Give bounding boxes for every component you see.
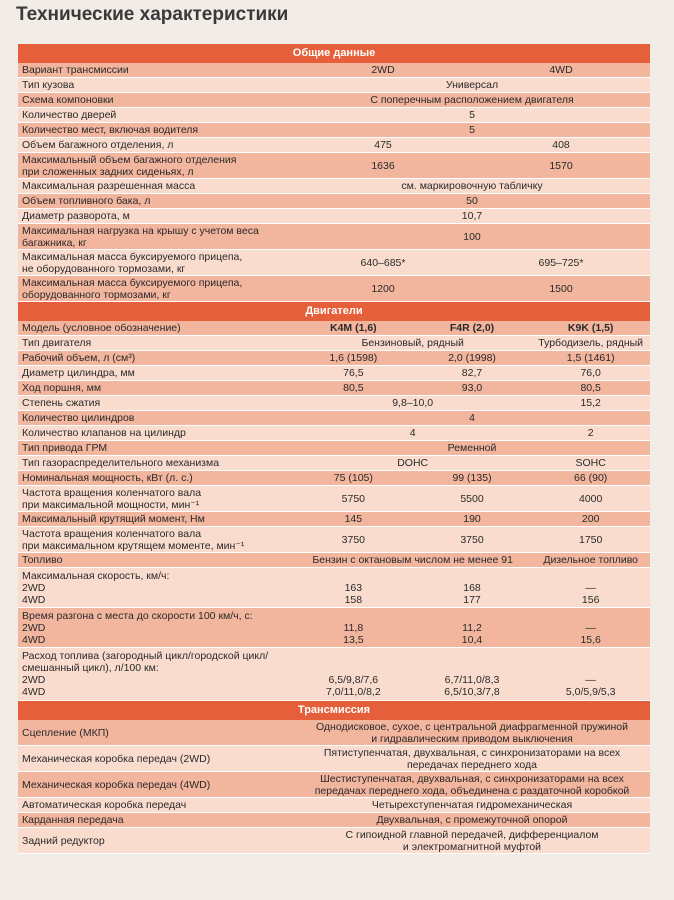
cell-value: 1200 [371,282,395,295]
table-row [18,798,650,813]
table-row [18,108,650,123]
row-label: Объем багажного отделения, л [22,139,174,151]
cell-value: 80,5 [343,382,364,394]
cell-value: 1,6 (1598) [329,352,378,364]
row-values [294,194,650,208]
cell-value: 2,0 (1998) [448,352,496,364]
page-title: Технические характеристики [16,4,289,25]
table-row [18,123,650,138]
cell-value: Дизельное топливо [543,554,638,566]
cell-value: 99 (135) [452,472,492,484]
row-values [294,108,650,122]
table-row [18,63,650,78]
table-row [18,396,650,411]
row-label: Вариант трансмиссии [22,64,129,76]
row-values [294,138,650,152]
table-row [18,138,650,153]
row-label: Механическая коробка передач (2WD) [22,752,211,765]
cell-value: 3750 [460,533,484,546]
cell-value: 50 [466,195,478,207]
row-values [294,209,650,223]
row-label: Количество клапанов на цилиндр [22,427,186,439]
table-row [18,553,650,568]
row-values [294,179,650,193]
row-values [294,321,650,335]
row-values [294,486,650,511]
cell-value: Ременной [447,442,497,454]
table-row [18,276,650,302]
row-values [294,153,650,178]
row-values [294,648,650,700]
section-header-general: Общие данные [18,44,650,63]
row-values [294,456,650,470]
row-label: Количество мест, включая водителя [22,124,199,136]
cell-value: 4 [469,412,475,424]
cell-value: 1750 [579,533,603,546]
table-row [18,366,650,381]
cell-value: 1570 [549,159,573,172]
row-label: Максимальный крутящий момент, Нм [22,513,205,525]
cell-value: 80,5 [580,382,601,394]
row-values [294,512,650,526]
row-values [294,772,650,797]
cell-value: 5500 [460,492,484,505]
table-row [18,813,650,828]
transmission-rows [18,720,650,854]
row-label: Модель (условное обозначение) [22,322,181,334]
row-label: Топливо [22,554,63,566]
table-row [18,527,650,553]
row-label: Тип кузова [22,79,75,91]
cell-value: 695–725* [538,256,584,269]
row-label: Тип двигателя [22,337,92,349]
row-label: Задний редуктор [22,834,105,847]
table-row [18,78,650,93]
cell-value: Четырехступенчатая гидромеханическая [371,799,573,811]
row-label: Механическая коробка передач (4WD) [22,778,211,791]
cell-value: 5 [469,109,475,121]
cell-value: 66 (90) [574,472,608,484]
cell-value: F4R (2,0) [449,322,495,334]
row-values [294,441,650,455]
engine-rows [18,321,650,701]
cell-value: С гипоидной главной передачей, дифференциалом и электромагнитной муфтой [345,828,599,853]
cell-value: 2 [587,427,594,439]
cell-value: 4 [409,427,416,439]
row-label: Максимальная нагрузка на крышу с учетом веса багажника, кг [22,224,259,249]
cell-value: — 5,0/5,9/5,3 [565,674,616,698]
row-values [294,527,650,552]
cell-value: 15,2 [580,397,601,409]
row-label: Количество дверей [22,109,117,121]
row-values [294,568,650,607]
row-label: Тип газораспределительного механизма [22,457,220,469]
table-row [18,93,650,108]
cell-value: Шестиступенчатая, двухвальная, с синхронизаторами на всех передачах переднего хода, объединена с раздаточной коробкой [314,772,630,797]
cell-value: 408 [552,139,570,151]
row-label: Тип привода ГРМ [22,442,108,454]
cell-value: Бензиновый, рядный [361,337,464,349]
table-row [18,512,650,527]
row-label: Максимальная масса буксируемого прицепа, не оборудованного тормозами, кг [22,250,243,275]
row-values [294,471,650,485]
row-label: Рабочий объем, л (см³) [22,352,136,364]
row-values [294,93,650,107]
cell-value: K9K (1,5) [567,322,614,334]
row-label: Карданная передача [22,814,124,826]
row-label: Сцепление (МКП) [22,726,109,739]
row-values [294,396,650,410]
cell-value: Турбодизель, рядный [538,337,644,349]
table-row [18,486,650,512]
row-values [294,250,650,275]
row-label: Степень сжатия [22,397,101,409]
cell-value: Бензин с октановым числом не менее 91 [312,554,513,566]
spec-table [18,44,650,854]
cell-value: Универсал [445,79,499,91]
row-values [294,828,650,853]
table-row [18,224,650,250]
table-row [18,321,650,336]
cell-value: 6,7/11,0/8,3 6,5/10,3/7,8 [444,674,500,698]
table-row [18,381,650,396]
table-row [18,720,650,746]
row-values [294,123,650,137]
row-values [294,336,650,350]
table-row [18,250,650,276]
cell-value: 100 [463,230,481,243]
cell-value: 6,5/9,8/7,6 7,0/11,0/8,2 [325,674,381,698]
row-values [294,553,650,567]
cell-value: 5750 [341,492,366,505]
cell-value: 190 [463,513,481,525]
general-rows [18,63,650,302]
cell-value: 145 [344,513,363,525]
row-label: Расход топлива (загородный цикл/городской цикл/ смешанный цикл), л/100 км: 2WD 4WD [22,650,269,698]
table-row [18,608,650,648]
table-row [18,828,650,854]
row-values [294,351,650,365]
row-label: Максимальная скорость, км/ч: 2WD 4WD [22,569,170,606]
row-label: Максимальный объем багажного отделения при сложенных задних сиденьях, л [22,153,237,178]
row-label: Диаметр разворота, м [22,210,130,222]
cell-value: 11,8 13,5 [343,621,364,646]
cell-value: 1500 [549,282,573,295]
cell-value: 1636 [371,159,395,172]
row-values [294,746,650,771]
cell-value: 5 [469,124,475,136]
row-label: Максимальная разрешенная масса [22,180,196,192]
table-row [18,209,650,224]
cell-value: K4M (1,6) [329,322,377,334]
cell-value: 82,7 [461,367,483,379]
table-row [18,411,650,426]
table-row [18,648,650,701]
row-label: Номинальная мощность, кВт (л. с.) [22,472,193,484]
row-label: Время разгона с места до скорости 100 км/ч, с: 2WD 4WD [22,609,253,646]
cell-value: 93,0 [461,382,483,394]
table-row [18,441,650,456]
table-row [18,746,650,772]
row-values [294,63,650,77]
cell-value: 76,5 [343,367,364,379]
cell-value: Двухвальная, с промежуточной опорой [376,814,568,826]
row-values [294,411,650,425]
cell-value: — 156 [581,581,600,606]
row-label: Объем топливного бака, л [22,195,151,207]
section-header-engines: Двигатели [18,302,650,321]
row-values [294,224,650,249]
cell-value: 168 177 [463,581,481,606]
row-label: Частота вращения коленчатого вала при максимальной мощности, мин⁻¹ [22,486,202,511]
cell-value: С поперечным расположением двигателя [370,94,574,106]
row-values [294,366,650,380]
row-label: Частота вращения коленчатого вала при максимальном крутящем моменте, мин⁻¹ [22,527,245,552]
cell-value: 4000 [579,492,603,505]
table-row [18,336,650,351]
row-values [294,813,650,827]
row-values [294,78,650,92]
row-label: Схема компоновки [22,94,114,106]
row-values [294,798,650,812]
table-row [18,153,650,179]
cell-value: SOHC [575,457,606,469]
table-row [18,568,650,608]
row-values [294,608,650,647]
row-values [294,720,650,745]
row-label: Максимальная масса буксируемого прицепа, оборудованного тормозами, кг [22,276,243,301]
row-label: Количество цилиндров [22,412,135,424]
table-row [18,456,650,471]
row-label: Диаметр цилиндра, мм [22,367,135,379]
table-row [18,426,650,441]
cell-value: см. маркировочную табличку [401,180,543,192]
cell-value: DOHC [397,457,429,469]
cell-value: 1,5 (1461) [566,352,615,364]
row-label: Автоматическая коробка передач [22,799,187,811]
cell-value: 200 [581,513,600,525]
cell-value: Пятиступенчатая, двухвальная, с синхронизаторами на всех передачах переднего хода [323,746,621,771]
cell-value: 9,8–10,0 [392,397,434,409]
table-row [18,351,650,366]
cell-value: 475 [374,139,392,151]
table-row [18,772,650,798]
cell-value: 640–685* [360,256,406,269]
row-values [294,426,650,440]
cell-value: 163 158 [344,581,363,606]
row-values [294,276,650,301]
section-header-transmission: Трансмиссия [18,701,650,720]
cell-value: 10,7 [461,210,483,222]
cell-value: 76,0 [580,367,601,379]
table-row [18,471,650,486]
cell-value: 3750 [341,533,366,546]
cell-value: Однодисковое, сухое, с центральной диафрагменной пружиной и гидравлическим приводом выключения [315,720,629,745]
table-row [18,179,650,194]
row-values [294,381,650,395]
cell-value: 2WD [371,64,395,76]
table-row [18,194,650,209]
row-label: Ход поршня, мм [22,382,102,394]
cell-value: 11,2 10,4 [461,621,483,646]
cell-value: — 15,6 [580,621,601,646]
cell-value: 4WD [549,64,573,76]
cell-value: 75 (105) [333,472,373,484]
